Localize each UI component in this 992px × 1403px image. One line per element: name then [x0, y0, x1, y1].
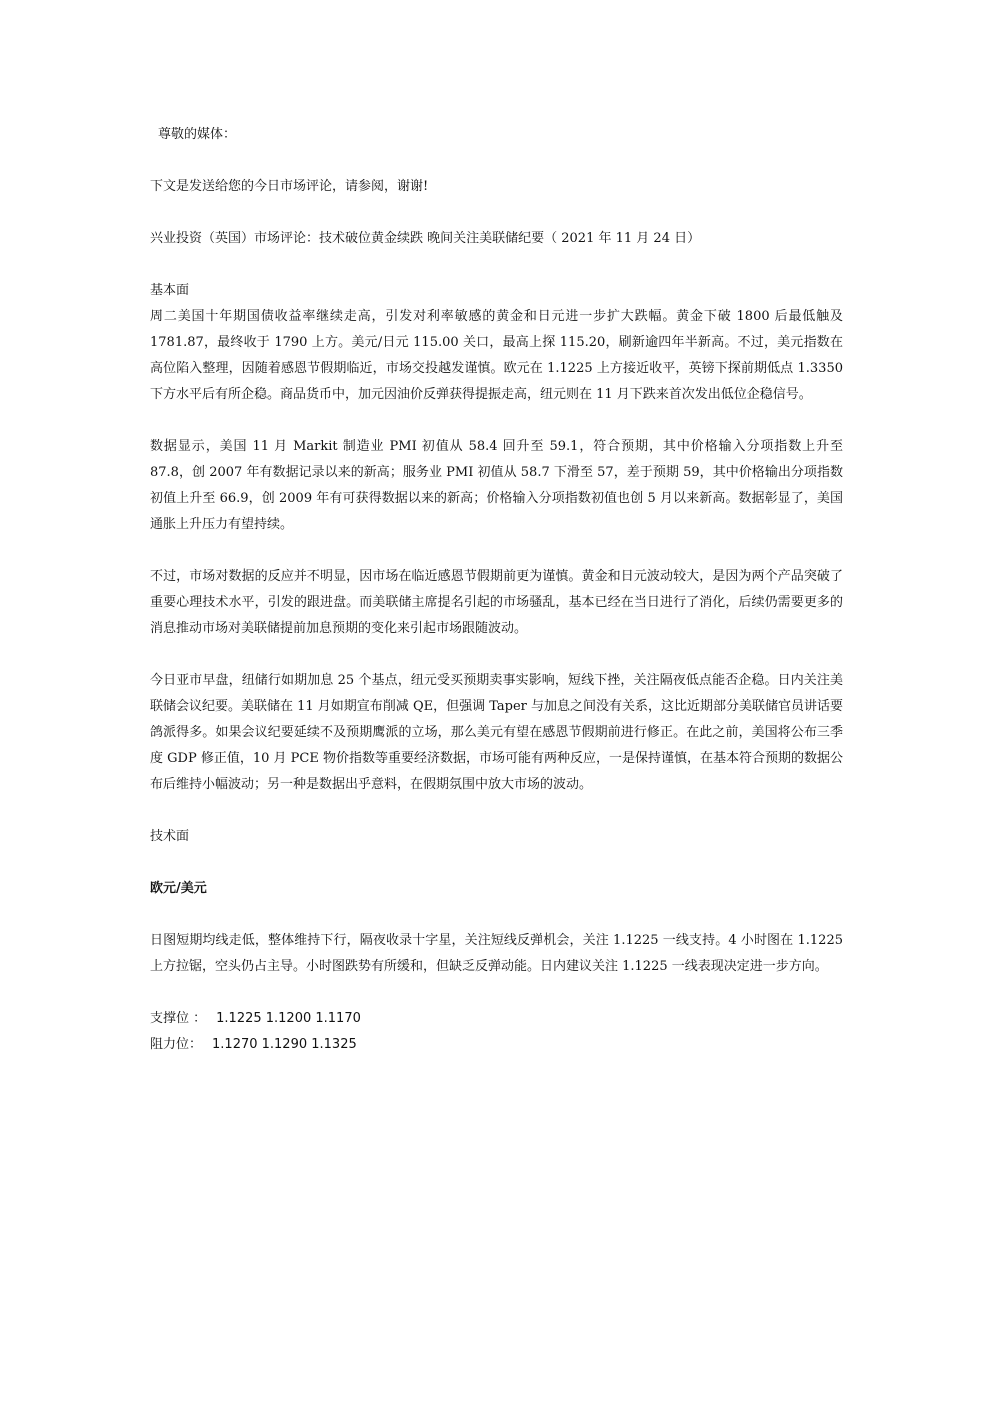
support-values: 1.1225 1.1200 1.1170	[216, 1011, 361, 1026]
fundamentals-paragraph: 数据显示，美国 11 月 Markit 制造业 PMI 初值从 58.4 回升至 59.1，符合预期，其中价格输入分项指数上升至 87.8，创 2007 年有数据记录以来的新高；服务业 PMI 初值从 58.7 下滑至 57，差于预期 59，其中价格输出分项指数初值上升至 66.9，创 2009 年有可获得数据以来的新高；价格输入分项指数初值也创 5 月以来新高。数据彰显了，美国通胀上升压力有望持续。	[150, 439, 843, 532]
report-title: 兴业投资（英国）市场评论：技术破位黄金续跌 晚间关注美联储纪要（ 2021 年 11 月 24 日）	[150, 231, 701, 246]
technicals-heading: 技术面	[150, 829, 190, 844]
intro-text: 下文是发送给您的今日市场评论，请参阅，谢谢!	[150, 179, 429, 194]
fundamentals-paragraph: 今日亚市早盘，纽储行如期加息 25 个基点，纽元受买预期卖事实影响，短线下挫，关注隔夜低点能否企稳。日内关注美联储会议纪要。美联储在 11 月如期宣布削减 QE，但强调 Taper 与加息之间没有关系，这比近期部分美联储官员讲话要鸽派得多。如果会议纪要延续不及预期鹰派的立场，那么美元有望在感恩节假期前进行修正。在此之前，美国将公布三季度 GDP 修正值，10 月 PCE 物价指数等重要经济数据，市场可能有两种反应，一是保持谨慎，在基本符合预期的数据公布后维持小幅波动；另一种是数据出乎意料，在假期氛围中放大市场的波动。	[150, 673, 843, 792]
resistance-levels	[150, 1032, 843, 1058]
support-label: 支撑位 ：	[150, 1011, 207, 1026]
document-body	[150, 122, 843, 1058]
fundamentals-paragraph: 周二美国十年期国债收益率继续走高，引发对利率敏感的黄金和日元进一步扩大跌幅。黄金下破 1800 后最低触及 1781.87，最终收于 1790 上方。美元/日元 115.00 关口，最高上探 115.20，刷新逾四年半新高。不过，美元指数在高位陷入整理，因随着感恩节假期临近，市场交投越发谨慎。欧元在 1.1225 上方接近收平，英镑下探前期低点 1.3350 下方水平后有所企稳。商品货币中，加元因油价反弹获得提振走高，纽元则在 11 月下跌来首次发出低位企稳信号。	[150, 309, 843, 402]
fundamentals-heading: 基本面	[150, 283, 190, 298]
greeting: 尊敬的媒体：	[158, 127, 237, 142]
support-levels	[150, 1006, 843, 1032]
resistance-label: 阻力位：	[150, 1037, 203, 1052]
fundamentals-paragraph: 不过，市场对数据的反应并不明显，因市场在临近感恩节假期前更为谨慎。黄金和日元波动较大，是因为两个产品突破了重要心理技术水平，引发的跟进盘。而美联储主席提名引起的市场骚乱，基本已经在当日进行了消化，后续仍需要更多的消息推动市场对美联储提前加息预期的变化来引起市场跟随波动。	[150, 569, 843, 636]
currency-pair-heading: 欧元/美元	[150, 881, 207, 896]
technical-analysis-text: 日图短期均线走低，整体维持下行，隔夜收录十字星，关注短线反弹机会，关注 1.1225 一线支持。4 小时图在 1.1225 上方拉锯，空头仍占主导。小时图跌势有所缓和，但缺乏反弹动能。日内建议关注 1.1225 一线表现决定进一步方向。	[150, 933, 843, 974]
resistance-values: 1.1270 1.1290 1.1325	[212, 1037, 357, 1052]
